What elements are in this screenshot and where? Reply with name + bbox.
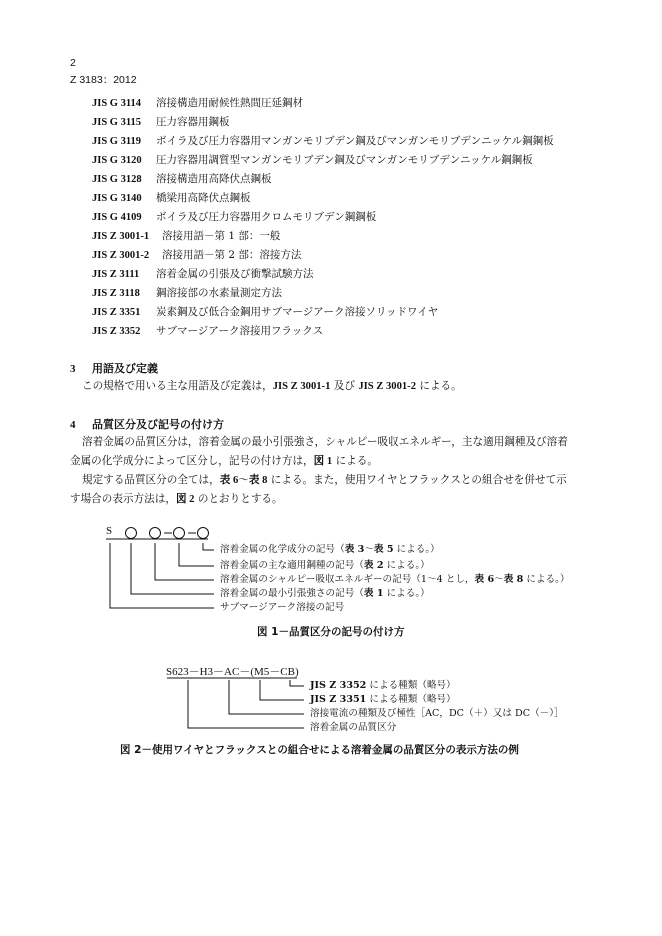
- reference-code: JIS Z 3352: [310, 680, 367, 691]
- figure-1-caption: 図 1－品質区分の記号の付け方: [257, 626, 405, 638]
- reference-title: 溶接構造用耐候性熱間圧延鋼材: [156, 97, 303, 109]
- text-span: による種類（略号）: [366, 680, 456, 691]
- reference-code: JIS G 4109: [92, 212, 142, 223]
- reference-title: 橋梁用高降伏点鋼板: [156, 192, 251, 204]
- placeholder-circle: [198, 528, 209, 539]
- text-span: 及び: [330, 380, 359, 392]
- text-span: による。）: [523, 574, 570, 585]
- text-span: ～: [364, 544, 374, 555]
- text-span: 溶着金属の最小引張強さの記号（: [220, 588, 364, 599]
- figure-2-caption: 図 2－使用ワイヤとフラックスとの組合せによる溶着金属の品質区分の表示方法の例: [120, 744, 519, 756]
- text-span: 溶接電流の種類及び極性［AC，DC（＋）又は DC（－）］: [310, 708, 564, 719]
- reference-code: JIS Z 3118: [92, 288, 140, 299]
- text-span: による。: [416, 380, 462, 392]
- page-number: 2: [70, 57, 76, 69]
- section-number: 3: [70, 363, 76, 375]
- reference-link: JIS Z 3001-1: [272, 381, 331, 392]
- reference-code: JIS G 3114: [92, 98, 142, 109]
- figure-1-label: [220, 560, 430, 571]
- section-title: 品質区分及び記号の付け方: [92, 418, 224, 431]
- text-span: サブマージアーク溶接の記号: [220, 602, 345, 613]
- reference-title: サブマージアーク溶接用フラックス: [156, 325, 324, 337]
- leader-line: [203, 543, 214, 550]
- reference-title: 圧力容器用鋼板: [156, 116, 230, 128]
- figure-1-label: [220, 602, 344, 613]
- standard-id: Z 3183：2012: [70, 74, 137, 86]
- text-span: 溶着金属の主な適用鋼種の記号（: [220, 560, 364, 571]
- placeholder-circle: [150, 528, 161, 539]
- leader-line: [229, 680, 304, 714]
- reference-title: 炭素鋼及び低合金鋼用サブマージアーク溶接ソリッドワイヤ: [156, 306, 439, 318]
- figure-2-label: [310, 680, 456, 691]
- text-span: 規定する品質区分の全ては，: [82, 474, 220, 486]
- reference-code: JIS Z 3352: [92, 326, 141, 337]
- reference-title: 溶接用語－第 2 部：溶接方法: [162, 249, 302, 261]
- text-span: す場合の表示方法は，: [70, 493, 176, 505]
- reference-code: JIS Z 3351: [92, 307, 141, 318]
- text-span: による。また，使用ワイヤとフラックスとの組合せを併せて示: [267, 474, 567, 486]
- reference-code: JIS Z 3001-1: [92, 231, 150, 242]
- reference-title: 溶接用語－第 1 部：一般: [162, 230, 281, 242]
- figure-1-label: [220, 574, 570, 585]
- reference-code: JIS Z 3111: [92, 269, 140, 280]
- table-ref: 表 3: [344, 544, 365, 555]
- text-span: 溶着金属のシャルピー吸収エネルギーの記号（1～4 とし，: [220, 574, 475, 585]
- section-title: 用語及び定義: [92, 362, 158, 375]
- table-ref: 表 6: [219, 475, 239, 486]
- section-4-paragraph-1-line-1: 溶着金属の品質区分は，溶着金属の最小引張強さ，シャルピー吸収エネルギー，主な適用鋼種及び溶着: [82, 436, 568, 448]
- figure-1-label: [220, 588, 430, 599]
- figure-1-label: [220, 544, 440, 555]
- figure-2-label: [310, 694, 456, 705]
- text-span: 溶着金属の化学成分の記号（: [220, 544, 345, 555]
- leader-line: [260, 680, 304, 700]
- reference-code: JIS Z 3001-2: [92, 250, 150, 261]
- reference-code: JIS G 3119: [92, 136, 142, 147]
- table-ref: 表 5: [373, 544, 394, 555]
- reference-title: 圧力容器用調質型マンガンモリブデン鋼及びマンガンモリブデンニッケル鋼鋼板: [156, 154, 533, 166]
- placeholder-circle: [126, 528, 137, 539]
- reference-link: JIS Z 3001-2: [358, 381, 416, 392]
- leader-line: [131, 543, 214, 594]
- text-span: のとおりとする。: [194, 493, 283, 505]
- symbol-s: S: [106, 525, 113, 537]
- reference-code: JIS Z 3351: [310, 694, 367, 705]
- table-ref: 表 8: [503, 574, 524, 585]
- text-span: ～: [494, 574, 504, 585]
- text-span: ～: [238, 474, 249, 486]
- reference-title: ボイラ及び圧力容器用クロムモリブデン鋼鋼板: [156, 211, 377, 223]
- reference-title: ボイラ及び圧力容器用マンガンモリブデン鋼及びマンガンモリブデンニッケル鋼鋼板: [156, 135, 554, 147]
- reference-code: JIS G 3115: [92, 117, 142, 128]
- reference-code: JIS G 3120: [92, 155, 142, 166]
- reference-code: JIS G 3128: [92, 174, 142, 185]
- table-ref: 表 6: [474, 574, 495, 585]
- text-span: による。: [332, 455, 378, 467]
- reference-title: 鋼溶接部の水素量測定方法: [156, 287, 282, 299]
- figure-ref: 図 2: [175, 494, 195, 505]
- text-span: による。）: [383, 560, 430, 571]
- example-code: S623－H3－AC－(M5－CB): [166, 666, 299, 678]
- leader-line: [290, 680, 304, 686]
- leader-line: [155, 543, 214, 580]
- table-ref: 表 8: [248, 475, 268, 486]
- text-span: による。）: [393, 544, 440, 555]
- text-span: 金属の化学成分によって区分し，記号の付け方は，: [70, 455, 314, 467]
- text-span: 溶着金属の品質区分: [310, 722, 397, 733]
- table-ref: 表 1: [363, 588, 384, 599]
- figure-ref: 図 1: [313, 456, 333, 467]
- reference-title: 溶着金属の引張及び衝撃試験方法: [156, 268, 314, 280]
- section-number: 4: [70, 419, 76, 431]
- text-span: による種類（略号）: [366, 694, 456, 705]
- figure-2-label: [310, 722, 396, 733]
- table-ref: 表 2: [363, 560, 384, 571]
- leader-line: [179, 543, 214, 566]
- leader-line: [110, 543, 214, 608]
- figure-2-label: [310, 708, 564, 719]
- leader-line: [188, 680, 304, 728]
- reference-title: 溶接構造用高降伏点鋼板: [156, 173, 272, 185]
- text-span: この規格で用いる主な用語及び定義は，: [82, 380, 273, 392]
- text-span: による。）: [383, 588, 430, 599]
- reference-code: JIS G 3140: [92, 193, 142, 204]
- placeholder-circle: [174, 528, 185, 539]
